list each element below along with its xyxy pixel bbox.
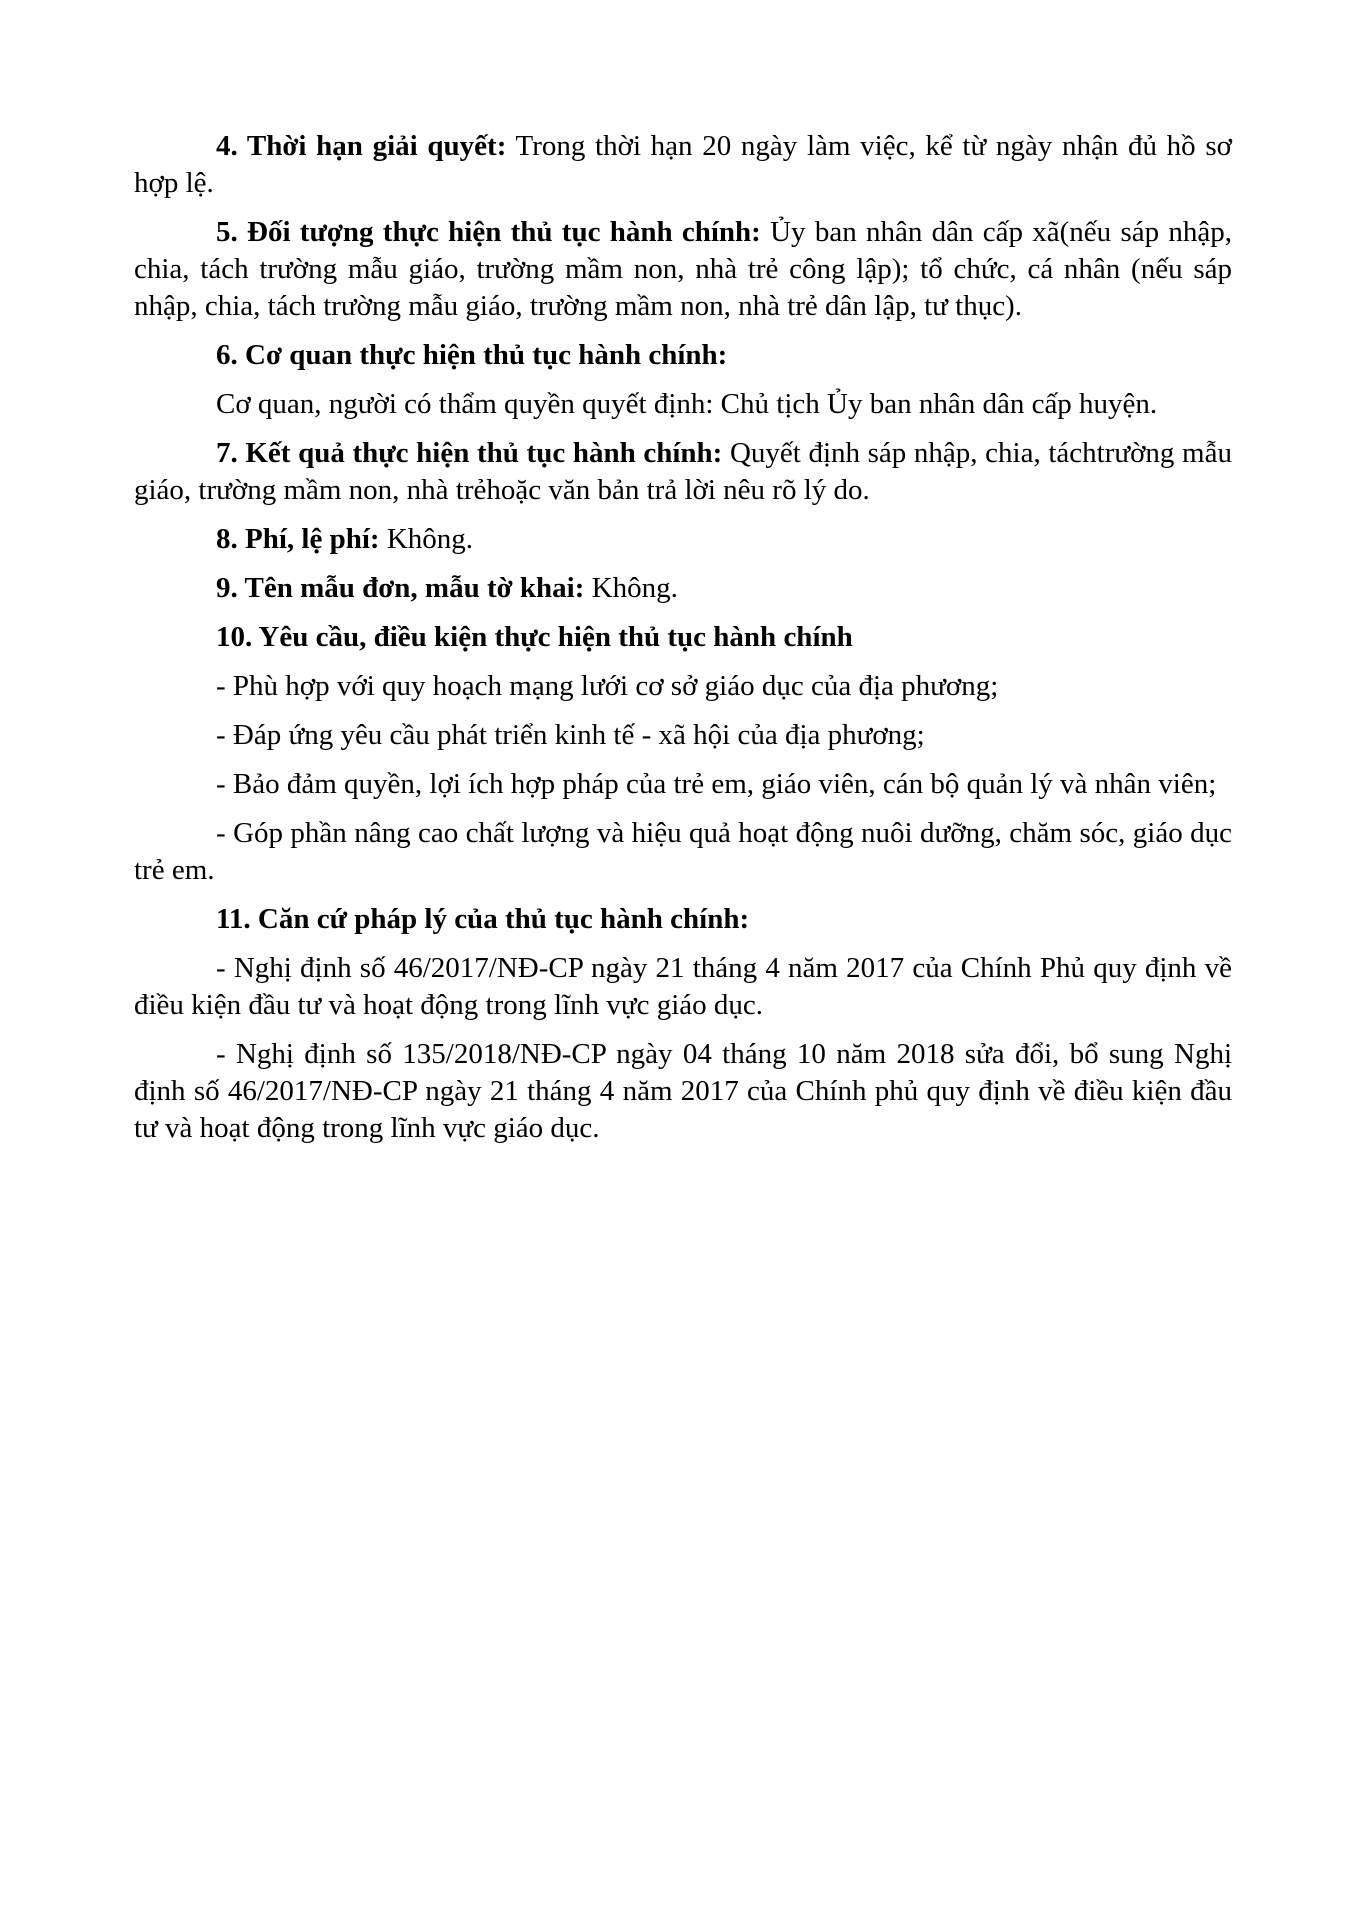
section-6-text: Cơ quan, người có thẩm quyền quyết định: Chủ tịch Ủy ban nhân dân cấp huyện. xyxy=(216,388,1158,420)
section-11-item: - Nghị định số 46/2017/NĐ-CP ngày 21 tháng 4 năm 2017 của Chính Phủ quy định về điều kiện đầu tư và hoạt động trong lĩnh vực giáo dục. xyxy=(134,952,1232,1021)
section-5-label: 5. Đối tượng thực hiện thủ tục hành chính: xyxy=(216,216,761,248)
section-7-label: 7. Kết quả thực hiện thủ tục hành chính: xyxy=(216,437,723,469)
section-11-item: - Nghị định số 135/2018/NĐ-CP ngày 04 tháng 10 năm 2018 sửa đổi, bổ sung Nghị định số 46/2017/NĐ-CP ngày 21 tháng 4 năm 2017 của Chính phủ quy định về điều kiện đầu tư và hoạt động trong lĩnh vực giáo dục. xyxy=(134,1038,1232,1144)
section-10-item: - Phù hợp với quy hoạch mạng lưới cơ sở giáo dục của địa phương; xyxy=(216,670,999,702)
section-7 xyxy=(134,435,1232,509)
section-5 xyxy=(134,214,1232,325)
section-10-item: - Góp phần nâng cao chất lượng và hiệu quả hoạt động nuôi dưỡng, chăm sóc, giáo dục trẻ em. xyxy=(134,817,1232,886)
section-9-label: 9. Tên mẫu đơn, mẫu tờ khai: xyxy=(216,572,585,604)
section-4 xyxy=(134,128,1232,202)
section-11-heading: 11. Căn cứ pháp lý của thủ tục hành chính: xyxy=(216,903,750,935)
document-page xyxy=(134,128,1232,1159)
section-10-item: - Bảo đảm quyền, lợi ích hợp pháp của trẻ em, giáo viên, cán bộ quản lý và nhân viên; xyxy=(216,768,1217,800)
section-8 xyxy=(134,521,1232,558)
section-4-label: 4. Thời hạn giải quyết: xyxy=(216,130,507,162)
section-6-heading: 6. Cơ quan thực hiện thủ tục hành chính: xyxy=(216,339,728,371)
section-7-text: Quyết định sáp nhập, chia, táchtrường mẫu giáo, trường mầm non, nhà trẻhoặc văn bản trả lời nêu rõ lý do. xyxy=(134,437,1232,506)
section-8-label: 8. Phí, lệ phí: xyxy=(216,523,380,555)
section-10-heading: 10. Yêu cầu, điều kiện thực hiện thủ tục hành chính xyxy=(216,621,853,653)
section-10-item: - Đáp ứng yêu cầu phát triển kinh tế - xã hội của địa phương; xyxy=(216,719,925,751)
section-4-text: Trong thời hạn 20 ngày làm việc, kể từ ngày nhận đủ hồ sơ hợp lệ. xyxy=(134,130,1232,199)
section-5-text: Ủy ban nhân dân cấp xã(nếu sáp nhập, chia, tách trường mẫu giáo, trường mầm non, nhà trẻ công lập); tổ chức, cá nhân (nếu sáp nhập, chia, tách trường mẫu giáo, trường mầm non, nhà trẻ dân lập, tư thục). xyxy=(134,216,1232,322)
section-9 xyxy=(134,570,1232,607)
section-9-text: Không. xyxy=(584,572,678,604)
section-8-text: Không. xyxy=(379,523,474,555)
